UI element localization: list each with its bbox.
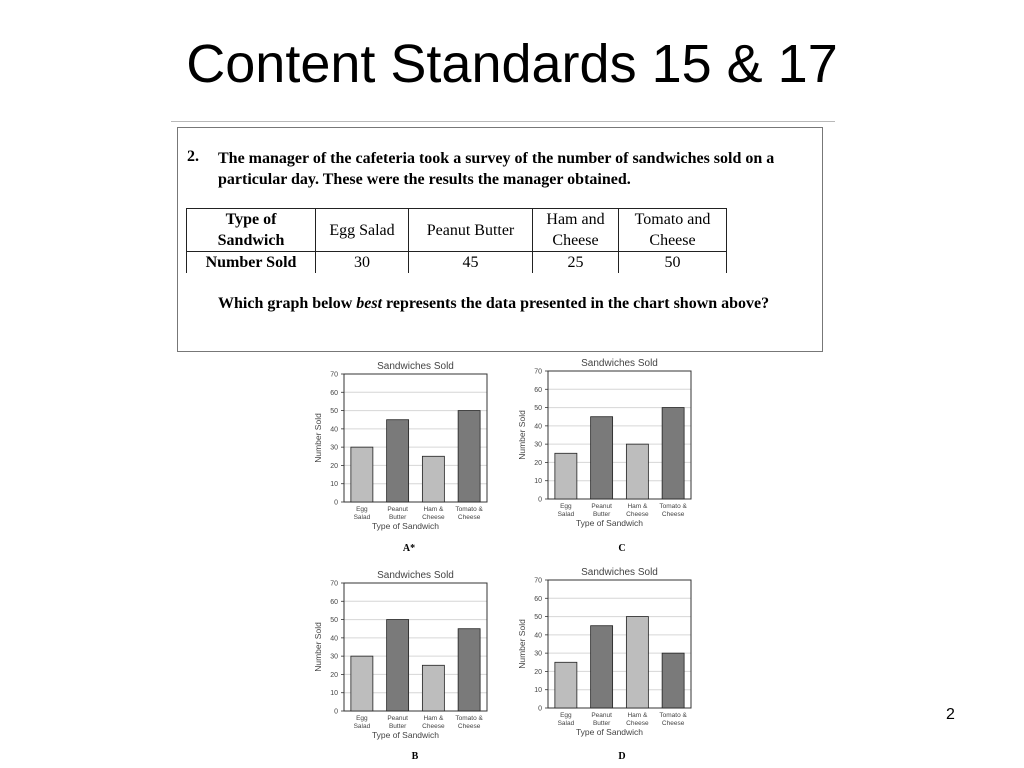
y-tick-label: 50	[534, 405, 542, 413]
chart-title: Sandwiches Sold	[581, 358, 658, 369]
table-header-cell: Ham and Cheese	[533, 209, 619, 252]
x-tick-label: Cheese	[661, 511, 685, 518]
x-tick-label: Butter	[388, 723, 407, 730]
y-tick-label: 50	[330, 617, 338, 625]
y-tick-label: 40	[330, 426, 338, 434]
bar	[422, 456, 444, 502]
y-tick-label: 60	[330, 389, 338, 397]
y-tick-label: 10	[534, 687, 542, 695]
bar	[387, 620, 409, 711]
x-tick-label: Ham &	[627, 712, 648, 719]
x-tick-label: Tomato &	[455, 506, 483, 513]
bar	[555, 662, 577, 708]
y-tick-label: 0	[538, 496, 542, 504]
bar	[387, 420, 409, 502]
x-tick-label: Tomato &	[659, 712, 687, 719]
table-cell: 25	[533, 252, 619, 274]
x-tick-label: Butter	[592, 720, 611, 727]
bar	[662, 408, 684, 499]
question-text: The manager of the cafeteria took a survey of the number of sandwiches sold on a particular day. These were the results the manager obtained.	[218, 150, 775, 188]
x-axis-label: Type of Sandwich	[575, 518, 644, 528]
y-tick-label: 60	[534, 386, 542, 394]
y-tick-label: 50	[534, 614, 542, 622]
y-tick-label: 40	[534, 423, 542, 431]
x-axis-label: Type of Sandwich	[575, 727, 644, 737]
x-axis-label: Type of Sandwich	[371, 730, 440, 740]
y-axis-label: Number Sold	[517, 410, 527, 460]
x-tick-label: Butter	[592, 511, 611, 518]
table-row	[187, 209, 727, 252]
x-tick-label: Peanut	[387, 715, 408, 722]
table-header-cell: Tomato and Cheese	[619, 209, 727, 252]
table-cell: 30	[316, 252, 409, 274]
y-tick-label: 20	[534, 668, 542, 676]
y-tick-label: 10	[330, 481, 338, 489]
data-table	[186, 208, 727, 273]
page-number: 2	[946, 706, 955, 723]
question-prompt: Which graph below best represents the data presented in the chart shown above?	[218, 295, 770, 312]
x-tick-label: Ham &	[423, 506, 444, 513]
x-tick-label: Egg	[356, 506, 368, 513]
table-header-cell: Peanut Butter	[409, 209, 533, 252]
y-tick-label: 60	[330, 598, 338, 606]
x-tick-label: Cheese	[626, 720, 649, 727]
y-tick-label: 20	[330, 671, 338, 679]
table-row-label: Number Sold	[187, 252, 316, 274]
x-tick-label: Tomato &	[659, 503, 687, 510]
x-tick-label: Peanut	[591, 712, 612, 719]
y-tick-label: 30	[534, 650, 542, 658]
x-tick-label: Cheese	[626, 511, 649, 518]
bar	[422, 665, 444, 711]
x-tick-label: Egg	[356, 715, 368, 722]
y-tick-label: 10	[330, 690, 338, 698]
y-tick-label: 30	[534, 441, 542, 449]
chart-title: Sandwiches Sold	[377, 570, 454, 581]
chart-b	[308, 565, 498, 750]
question-box	[177, 127, 823, 352]
y-tick-label: 70	[330, 371, 338, 379]
y-tick-label: 70	[534, 577, 542, 585]
y-tick-label: 20	[330, 462, 338, 470]
x-tick-label: Butter	[388, 514, 407, 521]
x-tick-label: Tomato &	[455, 715, 483, 722]
table-cell: 45	[409, 252, 533, 274]
slide-title: Content Standards 15 & 17	[186, 34, 838, 94]
x-tick-label: Egg	[560, 712, 572, 719]
y-tick-label: 40	[330, 635, 338, 643]
x-tick-label: Ham &	[423, 715, 444, 722]
divider	[171, 121, 835, 122]
y-tick-label: 0	[538, 705, 542, 713]
x-tick-label: Salad	[557, 720, 575, 727]
table-cell: 50	[619, 252, 727, 274]
bar	[662, 653, 684, 708]
x-tick-label: Cheese	[457, 514, 481, 521]
x-tick-label: Peanut	[387, 506, 408, 513]
y-axis-label: Number Sold	[517, 619, 527, 669]
y-tick-label: 60	[534, 595, 542, 603]
x-tick-label: Salad	[557, 511, 575, 518]
bar-chart	[512, 562, 702, 747]
x-tick-label: Cheese	[457, 723, 481, 730]
x-tick-label: Peanut	[591, 503, 612, 510]
option-label: B	[411, 751, 419, 762]
y-tick-label: 50	[330, 408, 338, 416]
table-header-cell: Type of Sandwich	[187, 209, 316, 252]
bar-chart	[308, 356, 498, 541]
x-tick-label: Cheese	[422, 514, 445, 521]
table-row	[187, 252, 727, 274]
bar	[351, 656, 373, 711]
bar	[458, 411, 480, 502]
y-axis-label: Number Sold	[313, 622, 323, 672]
option-label: A*	[402, 543, 416, 554]
bar-chart	[512, 353, 702, 538]
y-tick-label: 30	[330, 653, 338, 661]
bar	[591, 417, 613, 499]
bar-chart	[308, 565, 498, 750]
question-number: 2.	[187, 148, 199, 165]
bar	[626, 444, 648, 499]
y-tick-label: 70	[534, 368, 542, 376]
option-label: D	[618, 751, 626, 762]
y-tick-label: 10	[534, 478, 542, 486]
option-label: C	[618, 543, 626, 554]
y-tick-label: 70	[330, 580, 338, 588]
x-axis-label: Type of Sandwich	[371, 521, 440, 531]
bar	[626, 617, 648, 708]
bar	[555, 453, 577, 499]
table-header-cell: Egg Salad	[316, 209, 409, 252]
y-axis-label: Number Sold	[313, 413, 323, 463]
chart-d	[512, 562, 702, 747]
x-tick-label: Salad	[353, 514, 371, 521]
chart-title: Sandwiches Sold	[377, 361, 454, 372]
chart-title: Sandwiches Sold	[581, 567, 658, 578]
x-tick-label: Cheese	[422, 723, 445, 730]
x-tick-label: Salad	[353, 723, 371, 730]
chart-c	[512, 353, 702, 538]
x-tick-label: Egg	[560, 503, 572, 510]
x-tick-label: Cheese	[661, 720, 685, 727]
y-tick-label: 20	[534, 459, 542, 467]
bar	[351, 447, 373, 502]
chart-a	[308, 356, 498, 541]
y-tick-label: 0	[334, 708, 338, 716]
x-tick-label: Ham &	[627, 503, 648, 510]
y-tick-label: 0	[334, 499, 338, 507]
bar	[458, 629, 480, 711]
bar	[591, 626, 613, 708]
y-tick-label: 40	[534, 632, 542, 640]
y-tick-label: 30	[330, 444, 338, 452]
